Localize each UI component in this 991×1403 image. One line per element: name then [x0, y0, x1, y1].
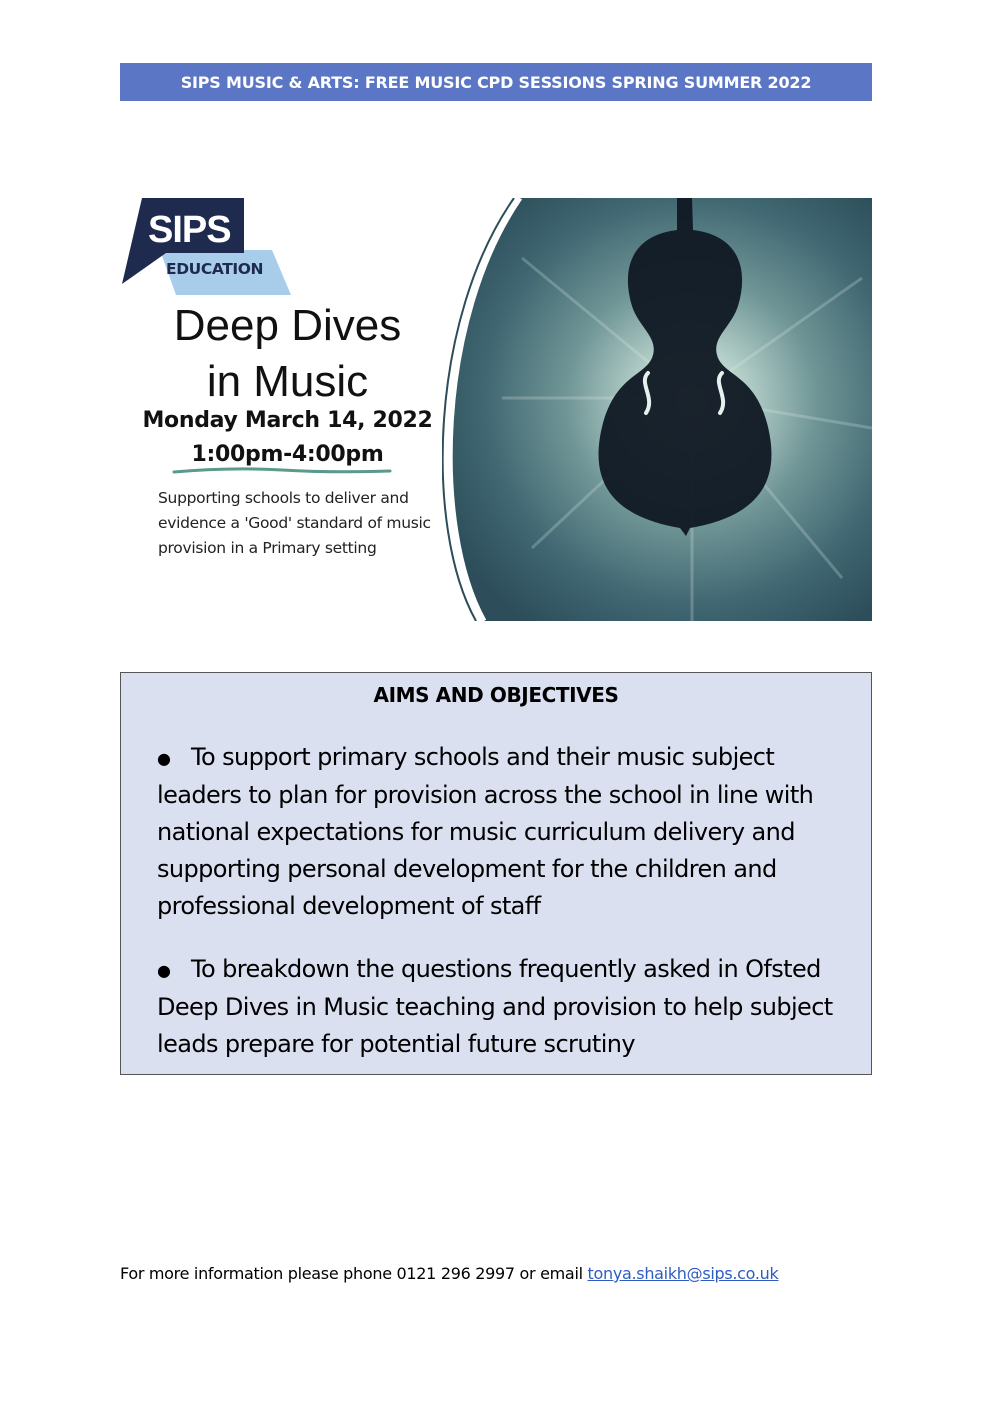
aim-item-1 [157, 739, 857, 925]
time-underline-decoration [172, 466, 392, 476]
aims-box [120, 672, 872, 1075]
bullet-icon: ● [157, 748, 171, 768]
contact-footer [120, 1264, 778, 1283]
aims-heading: AIMS AND OBJECTIVES [373, 683, 619, 707]
logo-graphic [120, 198, 295, 298]
cello-photo [442, 198, 872, 621]
sips-education-logo [120, 198, 295, 298]
event-title [120, 298, 455, 410]
aim-item-text: To breakdown the questions frequently asked in Ofsted Deep Dives in Music teaching and provision to help subject leads prepare for potential future scrutiny [157, 955, 833, 1058]
footer-text: For more information please phone 0121 296 2997 or email [120, 1264, 588, 1283]
title-line-1: Deep Dives [173, 301, 402, 350]
cello-icon [442, 198, 872, 621]
logo-brand-text: SIPS [148, 209, 231, 251]
banner-text: SIPS MUSIC & ARTS: FREE MUSIC CPD SESSIONS SPRING SUMMER 2022 [180, 72, 812, 92]
event-time: 1:00pm-4:00pm [191, 442, 384, 467]
event-description: Supporting schools to deliver and evidence a 'Good' standard of music provision in a Primary setting [158, 489, 431, 557]
email-link[interactable]: tonya.shaikh@sips.co.uk [587, 1264, 779, 1283]
title-line-2: in Music [206, 357, 369, 406]
logo-sub-text: EDUCATION [166, 260, 264, 278]
event-date: Monday March 14, 2022 [142, 408, 433, 433]
aim-item-text: To support primary schools and their music subject leaders to plan for provision across the school in line with national expectations for music curriculum delivery and supporting personal development for the children and professional development of staff [157, 743, 814, 920]
event-flyer [120, 198, 872, 621]
bullet-icon: ● [157, 960, 171, 980]
aim-item-2 [157, 951, 857, 1063]
header-banner [120, 63, 872, 101]
